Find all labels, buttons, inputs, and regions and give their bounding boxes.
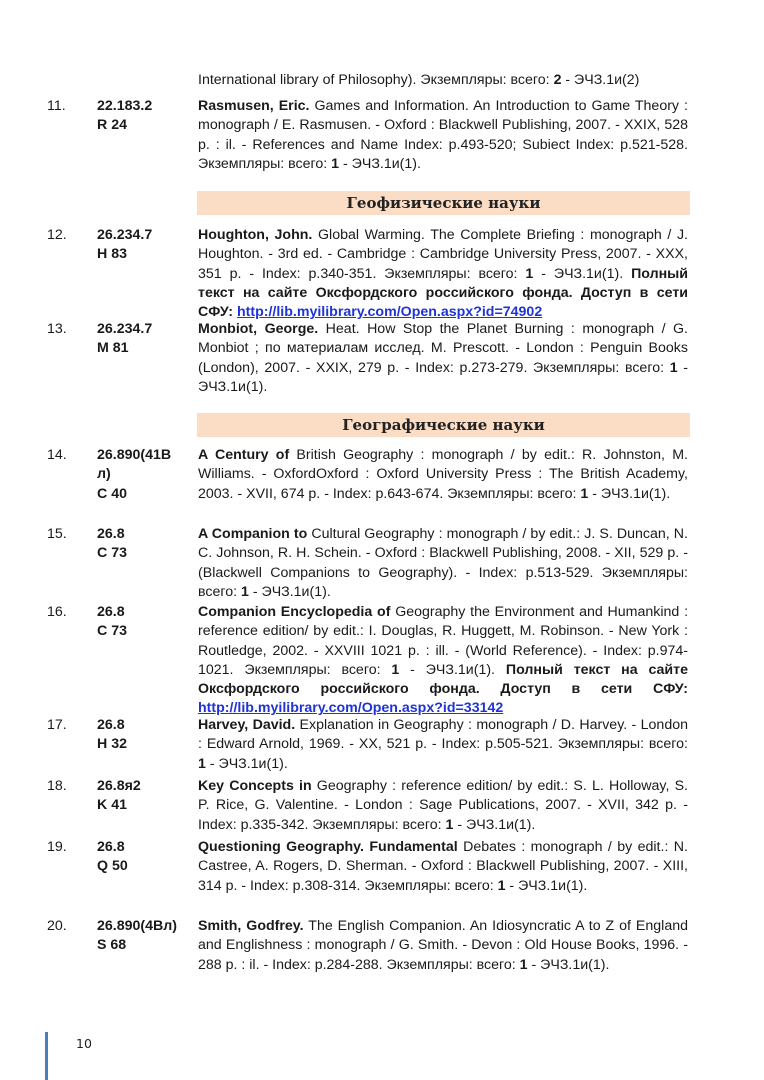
entry-number: 17. bbox=[47, 717, 67, 733]
entry-text: Harvey, David. Explanation in Geography : monograph / D. Harvey. - London : Edward Arnold, 1969. - XX, 521 p. - Index: p.505-521. Экземпляры: всего: 1 - ЭЧЗ.1и(1). bbox=[198, 717, 688, 772]
classification-code: 26.8 H 32 bbox=[97, 717, 127, 753]
classification-code: 26.8я2 K 41 bbox=[97, 778, 141, 814]
entry-number: 11. bbox=[47, 98, 66, 114]
entry-number: 13. bbox=[47, 321, 67, 337]
classification-code: 26.234.7 H 83 bbox=[97, 227, 153, 263]
page-number: 10 bbox=[76, 1036, 92, 1051]
entry-number: 15. bbox=[47, 526, 67, 542]
entry-text: A Companion to Cultural Geography : monograph / by edit.: J. S. Duncan, N. C. Johnson, R. H. Schein. - Oxford : Blackwell Publishing, 2008. - XII, 529 p. - (Blackwell Companions to Geography). - Index: p.513-529. Экземпляры: всего: 1 - ЭЧЗ.1и(1). bbox=[198, 526, 688, 600]
entry-text: A Century of British Geography : monograph / by edit.: R. Johnston, M. Williams. - OxfordOxford : Oxford University Press : The British Academy, 2003. - XVII, 674 p. - Index: p.643-674. Экземпляры: всего: 1 - ЭЧЗ.1и(1). bbox=[198, 447, 688, 502]
footer-bar bbox=[45, 1032, 48, 1080]
classification-code: 26.890(4Вл) S 68 bbox=[97, 918, 177, 954]
entry-number: 19. bbox=[47, 839, 67, 855]
fulltext-note: Полный текст на сайте Оксфордского российского фонда. Доступ в сети СФУ: bbox=[198, 265, 688, 321]
entry-text: Monbiot, George. Heat. How Stop the Planet Burning : monograph / G. Monbiot ; по материалам исслед. M. Prescott. - London : Penguin Books (London), 2007. - XXIX, 279 p. - Index: p.273-279. Экземпляры: всего: 1 - ЭЧЗ.1и(1). bbox=[198, 321, 688, 395]
entry-text: Key Concepts in Geography : reference edition/ by edit.: S. L. Holloway, S. P. Rice, G. Valentine. - London : Sage Publications, 2007. - XVII, 342 p. - Index: p.335-342. Экземпляры: всего: 1 - ЭЧЗ.1и(1). bbox=[198, 778, 688, 833]
entry-text: Houghton, John. Global Warming. The Complete Briefing : monograph / J. Houghton. - 3rd ed. - Cambridge : Cambridge University Press, 2007. - XXX, 351 p. - Index: p.340-351. Экземпляры: всего: 1 - ЭЧЗ.1и(1). Полный текст на сайте Оксфордского российского фонда. Доступ в сети СФУ: http://lib.myilibrary.com/Open.aspx?id=74902 bbox=[198, 227, 689, 321]
classification-code: 26.8 C 73 bbox=[97, 604, 127, 640]
entry-text: Companion Encyclopedia of Geography the Environment and Humankind : reference edition/ by edit.: I. Douglas, R. Huggett, M. Robinson. - New York : Routledge, 2002. - XXVIII 1021 p. : ill. - (World Reference). - Index: p.974-1021. Экземпляры: всего: 1 - ЭЧЗ.1и(1). Полный текст на сайте Оксфордского российского фонда. Доступ в сети СФУ: http://lib.myilibrary.com/Open.aspx?id=33142 bbox=[198, 604, 689, 717]
fulltext-link[interactable]: http://lib.myilibrary.com/Open.aspx?id=33142 bbox=[198, 700, 504, 717]
classification-code: 26.8 C 73 bbox=[97, 526, 127, 562]
entry-number: 20. bbox=[47, 918, 67, 934]
section-heading: Географические науки bbox=[197, 413, 690, 437]
entry-text: Rasmusen, Eric. Games and Information. An Introduction to Game Theory : monograph / E. Rasmusen. - Oxford : Blackwell Publishing, 2007. - XXIX, 528 p. : il. - References and Name Index: p.493-520; Subiect Index: p.521-528. Экземпляры: всего: 1 - ЭЧЗ.1и(1). bbox=[198, 98, 688, 172]
entry-number: 16. bbox=[47, 604, 67, 620]
classification-code: 26.890(41В л) C 40 bbox=[97, 447, 172, 502]
entry-text: Smith, Godfrey. The English Companion. An Idiosyncratic A to Z of England and Englishness : monograph / G. Smith. - Devon : Old House Books, 1996. - 288 p. : il. - Index: p.284-288. Экземпляры: всего: 1 - ЭЧЗ.1и(1). bbox=[198, 918, 689, 973]
fulltext-link[interactable]: http://lib.myilibrary.com/Open.aspx?id=74902 bbox=[236, 304, 543, 321]
section-heading: Геофизические науки bbox=[197, 191, 690, 215]
entry-number: 18. bbox=[47, 778, 67, 794]
classification-code: 26.8 Q 50 bbox=[97, 839, 128, 875]
entry-number: 14. bbox=[47, 447, 67, 463]
fulltext-note: Полный текст на сайте Оксфордского российского фонда. Доступ в сети СФУ: bbox=[198, 661, 688, 698]
entry-text: Questioning Geography. Fundamental Debates : monograph / by edit.: N. Castree, A. Rogers, D. Sherman. - Oxford : Blackwell Publishing, 2007. - XIII, 314 p. - Index: p.308-314. Экземпляры: всего: 1 - ЭЧЗ.1и(1). bbox=[198, 839, 688, 894]
entry-number: 12. bbox=[47, 227, 67, 243]
classification-code: 26.234.7 M 81 bbox=[97, 321, 153, 357]
continuation-text: International library of Philosophy). Экземпляры: всего: 2 - ЭЧЗ.1и(2) bbox=[198, 72, 640, 88]
classification-code: 22.183.2 R 24 bbox=[97, 98, 153, 134]
